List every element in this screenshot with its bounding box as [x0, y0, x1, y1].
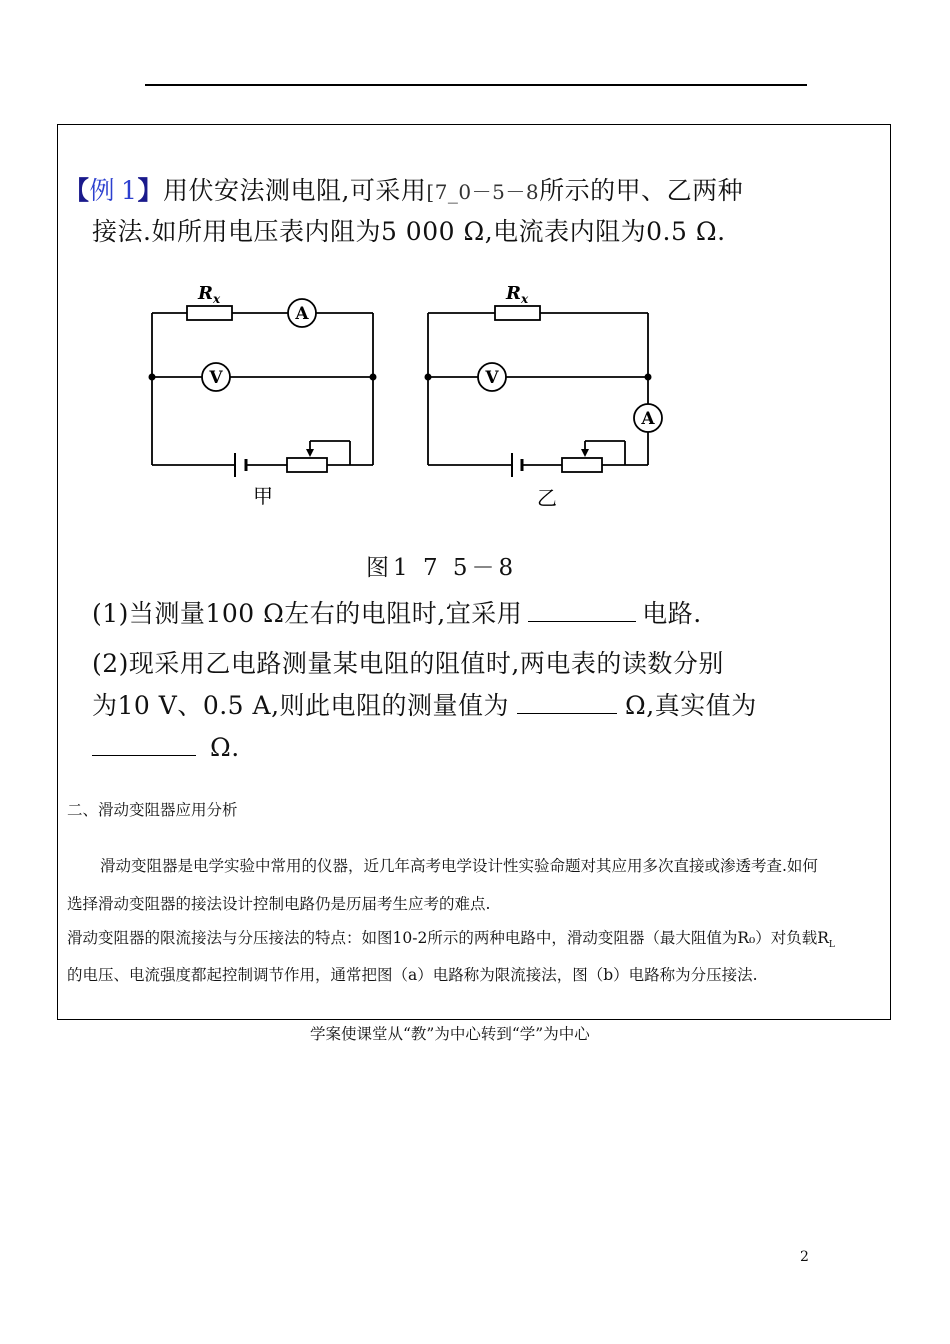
circuit-yi — [428, 306, 662, 477]
question-2-mid: Ω,真实值为 — [625, 691, 757, 720]
section-paragraph-1-line-2: 选择滑动变阻器的接法设计控制电路仍是历届考生应考的难点. — [67, 895, 491, 913]
question-1-text: (1)当测量100 Ω左右的电阻时,宜采用 — [92, 599, 523, 628]
circuit-figure — [130, 275, 690, 510]
rx-label-left: $R_x$ — [198, 283, 221, 306]
header-rule — [145, 84, 807, 86]
question-1-suffix: 电路. — [642, 599, 702, 628]
question-1 — [92, 599, 702, 626]
example-text-1: 用伏安法测电阻,可采用 — [162, 176, 427, 205]
footer-slogan: 学案使课堂从“教”为中心转到“学”为中心 — [310, 1025, 590, 1043]
rheostat-right — [562, 458, 602, 472]
section-paragraph-2-line-1: 滑动变阻器的限流接法与分压接法的特点：如图10-2所示的两种电路中，滑动变阻器（最大阻值为R₀）对负载$R_L$ — [67, 929, 835, 951]
resistor-rx-right — [495, 306, 540, 320]
example-bracket-close: 】 — [137, 176, 163, 205]
example-label: 例 — [89, 176, 116, 205]
figure-caption: 图1 7 5－8 — [366, 555, 518, 581]
resistor-rx-left — [187, 306, 232, 320]
section-paragraph-2-line-2: 的电压、电流强度都起控制调节作用，通常把图（a）电路称为限流接法，图（b）电路称为分压接法. — [67, 966, 758, 984]
example-line-1 — [64, 178, 743, 203]
question-2-line-1: (2)现采用乙电路测量某电阻的阻值时,两电表的读数分别 — [92, 649, 724, 678]
example-line-2: 接法.如所用电压表内阻为5 000 Ω,电流表内阻为0.5 Ω. — [92, 217, 726, 246]
section-paragraph-1-line-1: 滑动变阻器是电学实验中常用的仪器，近几年高考电学设计性实验命题对其应用多次直接或渗透考查.如何 — [100, 857, 818, 875]
caption-yi: 乙 — [537, 486, 557, 510]
circuit-jia — [152, 299, 373, 477]
figure-reference: [7_0－5－8 — [426, 180, 540, 204]
question-2-suffix: Ω. — [210, 733, 240, 762]
voltmeter-right-label: V — [485, 368, 499, 388]
page-number: 2 — [800, 1249, 809, 1265]
ammeter-right-label: A — [641, 409, 655, 429]
answer-blank-1[interactable] — [528, 599, 636, 622]
question-2-line-3 — [92, 733, 240, 760]
rx-label-right: $R_x$ — [506, 283, 529, 306]
caption-jia: 甲 — [253, 484, 273, 508]
question-2-text: 为10 V、0.5 A,则此电阻的测量值为 — [92, 691, 510, 720]
example-bracket-open: 【 — [64, 176, 90, 205]
answer-blank-3[interactable] — [92, 733, 196, 756]
ammeter-left-label: A — [295, 304, 309, 324]
voltmeter-left-label: V — [209, 368, 223, 388]
rheostat-left — [287, 458, 327, 472]
question-2-line-2 — [92, 691, 757, 718]
answer-blank-2[interactable] — [517, 691, 617, 714]
section-heading: 二、滑动变阻器应用分析 — [67, 801, 238, 819]
example-number: 1 — [121, 176, 138, 205]
example-text-1-end: 所示的甲、乙两种 — [539, 176, 744, 205]
